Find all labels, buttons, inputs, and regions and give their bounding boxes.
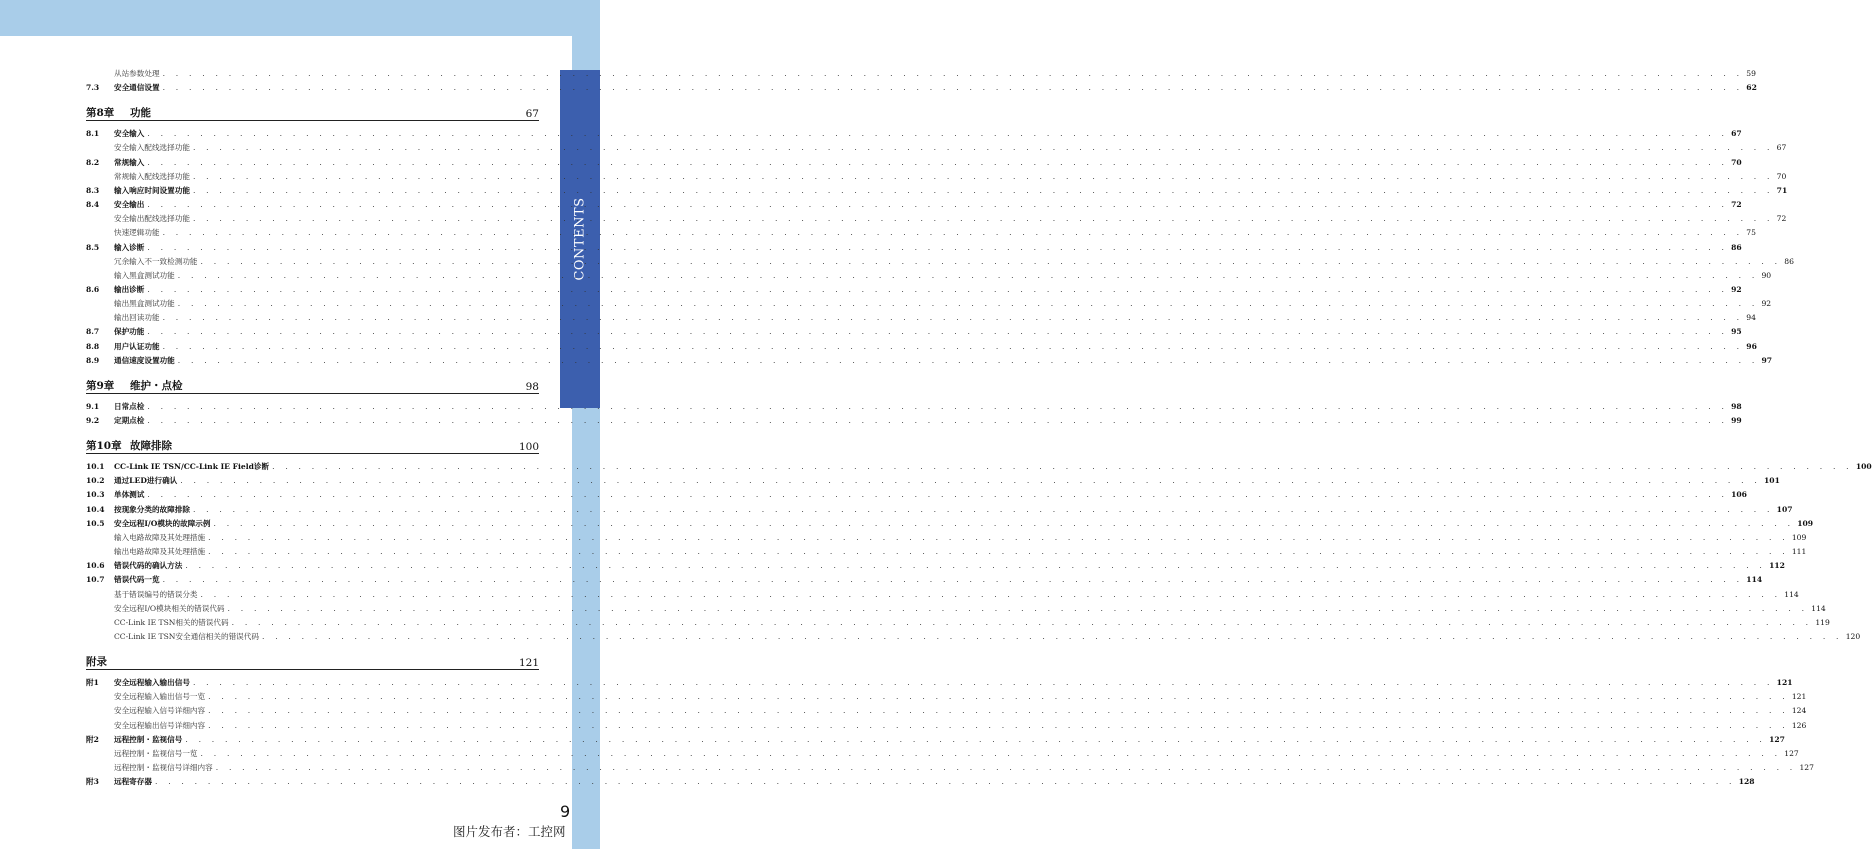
entry-title: 输出电路故障及其处理措施 bbox=[114, 547, 206, 557]
dot-leader: . . . . . . . . . . . . . . . . . . . . . . . . . . . . . . . . . . . . . . . . . . . . . . . . . . . . . . . . . . . . . . . . . . . . . . . . . . . . . . . . . . . . . . . . . . . . . . . . . . . . . . . . . . . . . . . . . . . . . . . . bbox=[192, 185, 1774, 195]
chapter-page: 67 bbox=[525, 108, 539, 121]
entry-title: 常规输入配线选择功能 bbox=[114, 171, 190, 181]
toc-subsection-entry[interactable] bbox=[86, 748, 1799, 760]
toc-subsection-entry[interactable] bbox=[86, 603, 1826, 615]
dot-leader: . . . . . . . . . . . . . . . . . . . . . . . . . . . . . . . . . . . . . . . . . . . . . . . . . . . . . . . . . . . . . . . . . . . . . . . . . . . . . . . . . . . . . . . . . . . . . . . . . . . . . . . . . . . . . . . . . . . . . . . . bbox=[147, 327, 1729, 337]
toc-subsection-entry[interactable] bbox=[86, 68, 1756, 80]
entry-title: 安全输入 bbox=[114, 129, 145, 139]
dot-leader: . . . . . . . . . . . . . . . . . . . . . . . . . . . . . . . . . . . . . . . . . . . . . . . . . . . . . . . . . . . . . . . . . . . . . . . . . . . . . . . . . . . . . . . . . . . . . . . . . . . . . . . . . . . . . . . . . . . . . . . . bbox=[227, 603, 1809, 613]
entry-title: 输出黑盒测试功能 bbox=[114, 299, 175, 309]
dot-leader: . . . . . . . . . . . . . . . . . . . . . . . . . . . . . . . . . . . . . . . . . . . . . . . . . . . . . . . . . . . . . . . . . . . . . . . . . . . . . . . . . . . . . . . . . . . . . . . . . . . . . . . . . . . . . . . . . . . . . . . . bbox=[147, 129, 1729, 139]
toc-section-entry[interactable] bbox=[86, 677, 1793, 689]
dot-leader: . . . . . . . . . . . . . . . . . . . . . . . . . . . . . . . . . . . . . . . . . . . . . . . . . . . . . . . . . . . . . . . . . . . . . . . . . . . . . . . . . . . . . . . . . . . . . . . . . . . . . . . . . . . . . . . . . . . . . . . . bbox=[261, 631, 1843, 641]
toc-subsection-entry[interactable] bbox=[86, 546, 1807, 558]
dot-leader: . . . . . . . . . . . . . . . . . . . . . . . . . . . . . . . . . . . . . . . . . . . . . . . . . . . . . . . . . . . . . . . . . . . . . . . . . . . . . . . . . . . . . . . . . . . . . . . . . . . . . . . . . . . . . . . . . . . . . . . . bbox=[162, 575, 1744, 585]
dot-leader: . . . . . . . . . . . . . . . . . . . . . . . . . . . . . . . . . . . . . . . . . . . . . . . . . . . . . . . . . . . . . . . . . . . . . . . . . . . . . . . . . . . . . . . . . . . . . . . . . . . . . . . . . . . . . . . . . . . . . . . . bbox=[200, 589, 1782, 599]
entry-title: 错误代码的确认方法 bbox=[114, 561, 183, 571]
entry-title: 远程控制・监视信号 bbox=[114, 734, 183, 744]
entry-page: 92 bbox=[1731, 284, 1742, 294]
entry-title: 从站参数处理 bbox=[114, 69, 160, 78]
page-number: 9 bbox=[560, 802, 571, 821]
section-number: 7.3 bbox=[86, 83, 100, 93]
entry-page: 107 bbox=[1776, 504, 1793, 514]
entry-title: 安全远程输入输出信号 bbox=[114, 678, 190, 688]
chapter-heading[interactable] bbox=[86, 375, 539, 394]
toc-section-entry[interactable] bbox=[86, 401, 1742, 413]
section-number: 8.9 bbox=[86, 355, 100, 365]
entry-title: 用户认证功能 bbox=[114, 341, 160, 351]
entry-page: 106 bbox=[1731, 490, 1747, 500]
dot-leader: . . . . . . . . . . . . . . . . . . . . . . . . . . . . . . . . . . . . . . . . . . . . . . . . . . . . . . . . . . . . . . . . . . . . . . . . . . . . . . . . . . . . . . . . . . . . . . . . . . . . . . . . . . . . . . . . . . . . . . . . bbox=[192, 214, 1774, 224]
toc-section-entry[interactable] bbox=[86, 326, 1742, 338]
section-number: 8.5 bbox=[86, 242, 100, 252]
entry-title: 安全远程输入信号详细内容 bbox=[114, 706, 206, 716]
chapter-number: 第9章 bbox=[86, 379, 115, 392]
toc-subsection-entry[interactable] bbox=[86, 270, 1772, 282]
toc-subsection-entry[interactable] bbox=[86, 589, 1799, 601]
entry-page: 109 bbox=[1797, 518, 1814, 528]
entry-title: CC-Link IE TSN/CC-Link IE Field诊断 bbox=[114, 462, 270, 472]
dot-leader: . . . . . . . . . . . . . . . . . . . . . . . . . . . . . . . . . . . . . . . . . . . . . . . . . . . . . . . . . . . . . . . . . . . . . . . . . . . . . . . . . . . . . . . . . . . . . . . . . . . . . . . . . . . . . . . . . . . . . . . . bbox=[208, 720, 1789, 730]
chapter-heading[interactable] bbox=[86, 651, 539, 670]
section-number: 10.6 bbox=[86, 561, 105, 571]
toc-section-entry[interactable] bbox=[86, 475, 1780, 487]
entry-page: 98 bbox=[1731, 401, 1742, 411]
dot-leader: . . . . . . . . . . . . . . . . . . . . . . . . . . . . . . . . . . . . . . . . . . . . . . . . . . . . . . . . . . . . . . . . . . . . . . . . . . . . . . . . . . . . . . . . . . . . . . . . . . . . . . . . . . . . . . . . . . . . . . . . bbox=[162, 69, 1744, 78]
entry-page: 70 bbox=[1776, 171, 1787, 181]
chapter-title: 维护・点检 bbox=[130, 379, 183, 392]
dot-leader: . . . . . . . . . . . . . . . . . . . . . . . . . . . . . . . . . . . . . . . . . . . . . . . . . . . . . . . . . . . . . . . . . . . . . . . . . . . . . . . . . . . . . . . . . . . . . . . . . . . . . . . . . . . . . . . . . . . . . . . . bbox=[147, 284, 1729, 294]
entry-title: 输入诊断 bbox=[114, 242, 145, 252]
entry-page: 86 bbox=[1731, 242, 1742, 252]
entry-page: 121 bbox=[1776, 678, 1793, 688]
entry-title: 定期点检 bbox=[114, 416, 145, 425]
toc-subsection-entry[interactable] bbox=[86, 691, 1807, 703]
dot-leader: . . . . . . . . . . . . . . . . . . . . . . . . . . . . . . . . . . . . . . . . . . . . . . . . . . . . . . . . . . . . . . . . . . . . . . . . . . . . . . . . . . . . . . . . . . . . . . . . . . . . . . . . . . . . . . . . . . . . . . . . bbox=[162, 228, 1744, 238]
dot-leader: . . . . . . . . . . . . . . . . . . . . . . . . . . . . . . . . . . . . . . . . . . . . . . . . . . . . . . . . . . . . . . . . . . . . . . . . . . . . . . . . . . . . . . . . . . . . . . . . . . . . . . . . . . . . . . . . . . . . . . . . bbox=[215, 763, 1797, 772]
toc-section-entry[interactable] bbox=[86, 128, 1742, 140]
entry-page: 112 bbox=[1769, 561, 1785, 571]
toc-subsection-entry[interactable] bbox=[86, 256, 1794, 268]
section-number: 10.7 bbox=[86, 575, 105, 585]
dot-leader: . . . . . . . . . . . . . . . . . . . . . . . . . . . . . . . . . . . . . . . . . . . . . . . . . . . . . . . . . . . . . . . . . . . . . . . . . . . . . . . . . . . . . . . . . . . . . . . . . . . . . . . . . . . . . . . . . . . . . . . . bbox=[208, 692, 1789, 702]
dot-leader: . . . . . . . . . . . . . . . . . . . . . . . . . . . . . . . . . . . . . . . . . . . . . . . . . . . . . . . . . . . . . . . . . . . . . . . . . . . . . . . . . . . . . . . . . . . . . . . . . . . . . . . . . . . . . . . . . . . . . . . . bbox=[147, 242, 1729, 252]
section-number: 9.1 bbox=[86, 401, 100, 411]
toc-subsection-entry[interactable] bbox=[86, 720, 1807, 732]
entry-page: 67 bbox=[1731, 129, 1742, 139]
entry-title: 按现象分类的故障排除 bbox=[114, 504, 190, 514]
dot-leader: . . . . . . . . . . . . . . . . . . . . . . . . . . . . . . . . . . . . . . . . . . . . . . . . . . . . . . . . . . . . . . . . . . . . . . . . . . . . . . . . . . . . . . . . . . . . . . . . . . . . . . . . . . . . . . . . . . . . . . . . bbox=[200, 256, 1782, 266]
dot-leader: . . . . . . . . . . . . . . . . . . . . . . . . . . . . . . . . . . . . . . . . . . . . . . . . . . . . . . . . . . . . . . . . . . . . . . . . . . . . . . . . . . . . . . . . . . . . . . . . . . . . . . . . . . . . . . . . . . . . . . . . bbox=[192, 678, 1774, 688]
chapter-page: 121 bbox=[518, 657, 539, 670]
entry-page: 86 bbox=[1784, 256, 1794, 266]
section-number: 8.6 bbox=[86, 284, 100, 294]
dot-leader: . . . . . . . . . . . . . . . . . . . . . . . . . . . . . . . . . . . . . . . . . . . . . . . . . . . . . . . . . . . . . . . . . . . . . . . . . . . . . . . . . . . . . . . . . . . . . . . . . . . . . . . . . . . . . . . . . . . . . . . . bbox=[208, 706, 1789, 716]
section-number: 8.7 bbox=[86, 327, 100, 337]
entry-page: 59 bbox=[1746, 69, 1756, 78]
entry-title: 安全远程输入输出信号一览 bbox=[114, 692, 206, 702]
toc-section-entry[interactable] bbox=[86, 489, 1747, 501]
toc-section-entry[interactable] bbox=[86, 776, 1755, 788]
entry-page: 62 bbox=[1746, 83, 1757, 93]
dot-leader: . . . . . . . . . . . . . . . . . . . . . . . . . . . . . . . . . . . . . . . . . . . . . . . . . . . . . . . . . . . . . . . . . . . . . . . . . . . . . . . . . . . . . . . . . . . . . . . . . . . . . . . . . . . . . . . . . . . . . . . . bbox=[162, 83, 1744, 93]
entry-page: 114 bbox=[1811, 603, 1826, 613]
toc-subsection-entry[interactable] bbox=[86, 142, 1787, 154]
entry-page: 72 bbox=[1731, 200, 1742, 210]
entry-title: 输入黑盒测试功能 bbox=[114, 270, 175, 280]
entry-title: 保护功能 bbox=[114, 327, 145, 337]
dot-leader: . . . . . . . . . . . . . . . . . . . . . . . . . . . . . . . . . . . . . . . . . . . . . . . . . . . . . . . . . . . . . . . . . . . . . . . . . . . . . . . . . . . . . . . . . . . . . . . . . . . . . . . . . . . . . . . . . . . . . . . . bbox=[177, 355, 1759, 365]
dot-leader: . . . . . . . . . . . . . . . . . . . . . . . . . . . . . . . . . . . . . . . . . . . . . . . . . . . . . . . . . . . . . . . . . . . . . . . . . . . . . . . . . . . . . . . . . . . . . . . . . . . . . . . . . . . . . . . . . . . . . . . . bbox=[147, 157, 1729, 167]
section-number: 附3 bbox=[86, 777, 99, 787]
dot-leader: . . . . . . . . . . . . . . . . . . . . . . . . . . . . . . . . . . . . . . . . . . . . . . . . . . . . . . . . . . . . . . . . . . . . . . . . . . . . . . . . . . . . . . . . . . . . . . . . . . . . . . . . . . . . . . . . . . . . . . . . bbox=[272, 462, 1853, 472]
chapter-page: 98 bbox=[525, 380, 539, 393]
toc-subsection-entry[interactable] bbox=[86, 631, 1861, 643]
chapter-title: 故障排除 bbox=[130, 440, 172, 453]
entry-title: CC-Link IE TSN相关的错误代码 bbox=[114, 617, 229, 627]
chapter-heading[interactable] bbox=[86, 435, 539, 454]
dot-leader: . . . . . . . . . . . . . . . . . . . . . . . . . . . . . . . . . . . . . . . . . . . . . . . . . . . . . . . . . . . . . . . . . . . . . . . . . . . . . . . . . . . . . . . . . . . . . . . . . . . . . . . . . . . . . . . . . . . . . . . . bbox=[154, 777, 1736, 787]
entry-page: 92 bbox=[1761, 299, 1772, 309]
entry-page: 67 bbox=[1776, 143, 1787, 153]
entry-title: 输入响应时间设置功能 bbox=[114, 185, 190, 195]
toc-subsection-entry[interactable] bbox=[86, 762, 1814, 774]
entry-page: 121 bbox=[1791, 692, 1807, 702]
dot-leader: . . . . . . . . . . . . . . . . . . . . . . . . . . . . . . . . . . . . . . . . . . . . . . . . . . . . . . . . . . . . . . . . . . . . . . . . . . . . . . . . . . . . . . . . . . . . . . . . . . . . . . . . . . . . . . . . . . . . . . . . bbox=[192, 171, 1774, 181]
contents-tab-label: CONTENTS bbox=[572, 197, 588, 281]
entry-title: 快速逻辑功能 bbox=[114, 228, 160, 238]
watermark: 图片发布者：工控网 bbox=[453, 824, 566, 839]
section-number: 10.1 bbox=[86, 462, 105, 472]
entry-page: 71 bbox=[1776, 185, 1788, 195]
entry-title: 基于错误编号的错误分类 bbox=[114, 589, 198, 599]
dot-leader: . . . . . . . . . . . . . . . . . . . . . . . . . . . . . . . . . . . . . . . . . . . . . . . . . . . . . . . . . . . . . . . . . . . . . . . . . . . . . . . . . . . . . . . . . . . . . . . . . . . . . . . . . . . . . . . . . . . . . . . . bbox=[200, 748, 1782, 758]
entry-title: 通信速度设置功能 bbox=[114, 355, 175, 365]
entry-page: 94 bbox=[1746, 313, 1756, 323]
dot-leader: . . . . . . . . . . . . . . . . . . . . . . . . . . . . . . . . . . . . . . . . . . . . . . . . . . . . . . . . . . . . . . . . . . . . . . . . . . . . . . . . . . . . . . . . . . . . . . . . . . . . . . . . . . . . . . . . . . . . . . . . bbox=[147, 401, 1729, 411]
entry-page: 124 bbox=[1791, 706, 1807, 716]
entry-page: 127 bbox=[1799, 763, 1814, 772]
entry-title: 日常点检 bbox=[114, 401, 145, 411]
toc-section-entry[interactable] bbox=[86, 461, 1872, 473]
toc-section-entry[interactable] bbox=[86, 518, 1814, 530]
toc-section-entry[interactable] bbox=[86, 560, 1785, 572]
toc-subsection-entry[interactable] bbox=[86, 617, 1830, 629]
dot-leader: . . . . . . . . . . . . . . . . . . . . . . . . . . . . . . . . . . . . . . . . . . . . . . . . . . . . . . . . . . . . . . . . . . . . . . . . . . . . . . . . . . . . . . . . . . . . . . . . . . . . . . . . . . . . . . . . . . . . . . . . bbox=[208, 547, 1789, 557]
dot-leader: . . . . . . . . . . . . . . . . . . . . . . . . . . . . . . . . . . . . . . . . . . . . . . . . . . . . . . . . . . . . . . . . . . . . . . . . . . . . . . . . . . . . . . . . . . . . . . . . . . . . . . . . . . . . . . . . . . . . . . . . bbox=[162, 341, 1744, 351]
section-number: 8.2 bbox=[86, 157, 100, 167]
section-number: 附1 bbox=[86, 678, 99, 688]
entry-title: 常规输入 bbox=[114, 157, 145, 167]
toc-section-entry[interactable] bbox=[86, 242, 1742, 254]
toc-section-entry[interactable] bbox=[86, 415, 1742, 427]
toc-section-entry[interactable] bbox=[86, 504, 1793, 516]
dot-leader: . . . . . . . . . . . . . . . . . . . . . . . . . . . . . . . . . . . . . . . . . . . . . . . . . . . . . . . . . . . . . . . . . . . . . . . . . . . . . . . . . . . . . . . . . . . . . . . . . . . . . . . . . . . . . . . . . . . . . . . . bbox=[147, 416, 1729, 425]
entry-title: 安全远程I/O模块的故障示例 bbox=[114, 518, 211, 528]
toc-section-entry[interactable] bbox=[86, 284, 1742, 296]
entry-page: 120 bbox=[1845, 631, 1861, 641]
entry-title: 安全输出配线选择功能 bbox=[114, 214, 190, 224]
dot-leader: . . . . . . . . . . . . . . . . . . . . . . . . . . . . . . . . . . . . . . . . . . . . . . . . . . . . . . . . . . . . . . . . . . . . . . . . . . . . . . . . . . . . . . . . . . . . . . . . . . . . . . . . . . . . . . . . . . . . . . . . bbox=[162, 313, 1744, 323]
entry-title: 错误代码一览 bbox=[114, 575, 160, 585]
entry-page: 100 bbox=[1855, 462, 1872, 472]
dot-leader: . . . . . . . . . . . . . . . . . . . . . . . . . . . . . . . . . . . . . . . . . . . . . . . . . . . . . . . . . . . . . . . . . . . . . . . . . . . . . . . . . . . . . . . . . . . . . . . . . . . . . . . . . . . . . . . . . . . . . . . . bbox=[213, 518, 1795, 528]
entry-title: 安全输出 bbox=[114, 200, 145, 210]
section-number: 8.3 bbox=[86, 185, 100, 195]
toc-subsection-entry[interactable] bbox=[86, 312, 1756, 324]
chapter-number: 第10章 bbox=[86, 440, 122, 453]
toc-section-entry[interactable] bbox=[86, 82, 1757, 94]
dot-leader: . . . . . . . . . . . . . . . . . . . . . . . . . . . . . . . . . . . . . . . . . . . . . . . . . . . . . . . . . . . . . . . . . . . . . . . . . . . . . . . . . . . . . . . . . . . . . . . . . . . . . . . . . . . . . . . . . . . . . . . . bbox=[177, 270, 1759, 280]
toc-section-entry[interactable] bbox=[86, 734, 1785, 746]
chapter-number: 第8章 bbox=[86, 107, 115, 120]
chapter-title: 功能 bbox=[130, 107, 151, 120]
toc-subsection-entry[interactable] bbox=[86, 298, 1772, 310]
toc-subsection-entry[interactable] bbox=[86, 213, 1787, 225]
toc-subsection-entry[interactable] bbox=[86, 532, 1807, 544]
entry-title: 安全输入配线选择功能 bbox=[114, 143, 190, 153]
entry-title: 远程控制・监视信号详细内容 bbox=[114, 763, 213, 772]
toc-subsection-entry[interactable] bbox=[86, 705, 1807, 717]
section-number: 10.5 bbox=[86, 518, 105, 528]
entry-page: 109 bbox=[1791, 532, 1807, 542]
dot-leader: . . . . . . . . . . . . . . . . . . . . . . . . . . . . . . . . . . . . . . . . . . . . . . . . . . . . . . . . . . . . . . . . . . . . . . . . . . . . . . . . . . . . . . . . . . . . . . . . . . . . . . . . . . . . . . . . . . . . . . . . bbox=[180, 476, 1761, 486]
entry-title: 远程控制・监视信号一览 bbox=[114, 748, 198, 758]
dot-leader: . . . . . . . . . . . . . . . . . . . . . . . . . . . . . . . . . . . . . . . . . . . . . . . . . . . . . . . . . . . . . . . . . . . . . . . . . . . . . . . . . . . . . . . . . . . . . . . . . . . . . . . . . . . . . . . . . . . . . . . . bbox=[185, 734, 1767, 744]
dot-leader: . . . . . . . . . . . . . . . . . . . . . . . . . . . . . . . . . . . . . . . . . . . . . . . . . . . . . . . . . . . . . . . . . . . . . . . . . . . . . . . . . . . . . . . . . . . . . . . . . . . . . . . . . . . . . . . . . . . . . . . . bbox=[177, 299, 1759, 309]
entry-page: 96 bbox=[1746, 341, 1757, 351]
section-number: 8.8 bbox=[86, 341, 100, 351]
entry-title: 输入电路故障及其处理措施 bbox=[114, 532, 206, 542]
toc-section-entry[interactable] bbox=[86, 199, 1742, 211]
entry-page: 70 bbox=[1731, 157, 1742, 167]
entry-title: 通过LED进行确认 bbox=[114, 476, 178, 486]
section-number: 8.1 bbox=[86, 129, 100, 139]
toc-section-entry[interactable] bbox=[86, 341, 1757, 353]
entry-page: 72 bbox=[1776, 214, 1787, 224]
section-number: 8.4 bbox=[86, 200, 100, 210]
entry-page: 101 bbox=[1764, 476, 1780, 486]
entry-page: 114 bbox=[1746, 575, 1763, 585]
section-number: 附2 bbox=[86, 734, 99, 744]
chapter-heading[interactable] bbox=[86, 102, 539, 121]
section-number: 10.2 bbox=[86, 476, 105, 486]
entry-title: 安全远程I/O模块相关的错误代码 bbox=[114, 603, 225, 613]
entry-page: 127 bbox=[1769, 734, 1785, 744]
dot-leader: . . . . . . . . . . . . . . . . . . . . . . . . . . . . . . . . . . . . . . . . . . . . . . . . . . . . . . . . . . . . . . . . . . . . . . . . . . . . . . . . . . . . . . . . . . . . . . . . . . . . . . . . . . . . . . . . . . . . . . . . bbox=[192, 143, 1774, 153]
entry-title: CC-Link IE TSN安全通信相关的错误代码 bbox=[114, 631, 259, 641]
entry-page: 127 bbox=[1784, 748, 1799, 758]
chapter-number: 附录 bbox=[86, 656, 107, 669]
entry-title: 单体测试 bbox=[114, 490, 145, 500]
toc-section-entry[interactable] bbox=[86, 157, 1742, 169]
entry-page: 126 bbox=[1791, 720, 1807, 730]
entry-page: 111 bbox=[1791, 547, 1807, 557]
section-number: 10.4 bbox=[86, 504, 105, 514]
entry-page: 75 bbox=[1746, 228, 1756, 238]
dot-leader: . . . . . . . . . . . . . . . . . . . . . . . . . . . . . . . . . . . . . . . . . . . . . . . . . . . . . . . . . . . . . . . . . . . . . . . . . . . . . . . . . . . . . . . . . . . . . . . . . . . . . . . . . . . . . . . . . . . . . . . . bbox=[208, 532, 1789, 542]
entry-page: 99 bbox=[1731, 416, 1742, 425]
dot-leader: . . . . . . . . . . . . . . . . . . . . . . . . . . . . . . . . . . . . . . . . . . . . . . . . . . . . . . . . . . . . . . . . . . . . . . . . . . . . . . . . . . . . . . . . . . . . . . . . . . . . . . . . . . . . . . . . . . . . . . . . bbox=[192, 504, 1774, 514]
entry-title: 安全通信设置 bbox=[114, 83, 160, 93]
entry-title: 冗余输入不一致检测功能 bbox=[114, 256, 198, 266]
toc-subsection-entry[interactable] bbox=[86, 227, 1756, 239]
entry-page: 119 bbox=[1815, 617, 1830, 627]
dot-leader: . . . . . . . . . . . . . . . . . . . . . . . . . . . . . . . . . . . . . . . . . . . . . . . . . . . . . . . . . . . . . . . . . . . . . . . . . . . . . . . . . . . . . . . . . . . . . . . . . . . . . . . . . . . . . . . . . . . . . . . . bbox=[147, 200, 1729, 210]
toc-section-entry[interactable] bbox=[86, 185, 1788, 197]
dot-leader: . . . . . . . . . . . . . . . . . . . . . . . . . . . . . . . . . . . . . . . . . . . . . . . . . . . . . . . . . . . . . . . . . . . . . . . . . . . . . . . . . . . . . . . . . . . . . . . . . . . . . . . . . . . . . . . . . . . . . . . . bbox=[147, 490, 1729, 500]
entry-title: 安全远程输出信号详细内容 bbox=[114, 720, 206, 730]
entry-title: 输出诊断 bbox=[114, 284, 145, 294]
entry-page: 114 bbox=[1784, 589, 1799, 599]
dot-leader: . . . . . . . . . . . . . . . . . . . . . . . . . . . . . . . . . . . . . . . . . . . . . . . . . . . . . . . . . . . . . . . . . . . . . . . . . . . . . . . . . . . . . . . . . . . . . . . . . . . . . . . . . . . . . . . . . . . . . . . . bbox=[185, 561, 1767, 571]
entry-page: 97 bbox=[1761, 355, 1773, 365]
entry-page: 90 bbox=[1761, 270, 1772, 280]
section-number: 10.3 bbox=[86, 490, 105, 500]
entry-page: 95 bbox=[1731, 327, 1742, 337]
dot-leader: . . . . . . . . . . . . . . . . . . . . . . . . . . . . . . . . . . . . . . . . . . . . . . . . . . . . . . . . . . . . . . . . . . . . . . . . . . . . . . . . . . . . . . . . . . . . . . . . . . . . . . . . . . . . . . . . . . . . . . . . bbox=[231, 617, 1813, 627]
entry-title: 远程寄存器 bbox=[114, 777, 152, 787]
toc-section-entry[interactable] bbox=[86, 574, 1763, 586]
entry-page: 128 bbox=[1738, 777, 1755, 787]
section-number: 9.2 bbox=[86, 416, 100, 425]
toc-subsection-entry[interactable] bbox=[86, 171, 1787, 183]
entry-title: 输出回读功能 bbox=[114, 313, 160, 323]
toc-section-entry[interactable] bbox=[86, 355, 1773, 367]
chapter-page: 100 bbox=[518, 441, 539, 454]
